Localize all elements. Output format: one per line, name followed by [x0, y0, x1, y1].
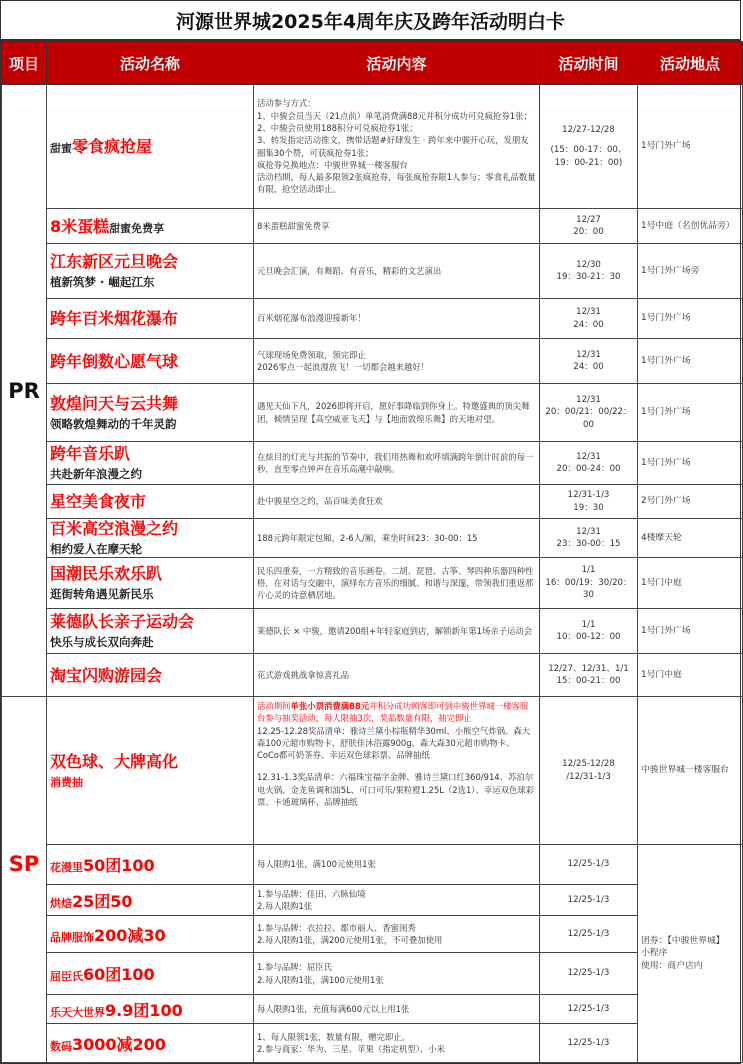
- location-text: 4楼摩天轮: [641, 532, 682, 543]
- time-line: 24：00: [573, 319, 604, 330]
- activity-name: 淘宝闪购游园会: [50, 665, 163, 685]
- content-line: 活动档期，每人最多限领2张疯抢券，每张疯抢券限1人参与；零食礼品数量有限，抢空活动即止。: [257, 172, 536, 195]
- location-text: 1号门外广场: [641, 457, 691, 468]
- activity-time-cell: [540, 209, 638, 244]
- time-line: 12/25-12/28: [562, 759, 615, 769]
- time-line: 12/30: [576, 259, 601, 270]
- activity-time-cell: [540, 299, 638, 339]
- rule-text-part: 并积分成功顾客即可到中骏世界城一楼客服台参与抽奖活动，每人限抽3次，奖品数量有限，抽完即止: [257, 701, 529, 724]
- location-text: 1号门外广场: [641, 407, 691, 418]
- prize-list-line: 12.25-12.28奖品清单：雅诗兰黛小棕瓶精华30ml、小熊空气炸锅、森大森100元超市购物卡、舒肤佳沐浴露900g、森大森30元超市购物卡、CoCo都可奶茶券、幸运双色球彩票、品牌抽纸: [257, 725, 531, 761]
- coupon-name-cell: [47, 885, 254, 916]
- time-line: 30: [583, 590, 594, 601]
- content-line: 2026零点一起浪漫放飞！一切都会越来越好！: [257, 362, 430, 372]
- content-line: 赴中骏星空之约，品百味美食狂欢: [257, 496, 383, 507]
- coupon-time-cell: [540, 995, 638, 1024]
- activity-name: 跨年音乐趴: [50, 444, 131, 463]
- coupon-content-cell: [254, 953, 540, 995]
- coupon-name-cell: [47, 1024, 254, 1063]
- content-line: 1、中骏会员当天（21点前）单笔消费满88元并积分成功可兑疯抢券1张；: [257, 110, 532, 121]
- time-line: 19：00-21：00): [554, 157, 623, 168]
- activity-location-cell: [638, 442, 743, 485]
- activity-name: 跨年倒数心愿气球: [50, 351, 179, 371]
- time-line: 12/31: [576, 526, 601, 537]
- time-line: 20：00: [573, 227, 604, 237]
- table-row: [2, 1024, 743, 1063]
- activity-name: 8米蛋糕: [50, 216, 110, 236]
- activity-content-cell: [254, 485, 540, 519]
- activity-time-cell: [540, 485, 638, 519]
- activity-name-cell: [47, 299, 254, 339]
- content-line: 188元跨年限定包厢，2-6人/厢，乘坐时间23：30-00：15: [257, 532, 478, 543]
- table-row: [2, 845, 743, 885]
- time-line: 12/31: [576, 349, 601, 360]
- activity-location-cell: [638, 519, 743, 558]
- coupon-brand: 乐天大世界: [50, 1005, 105, 1019]
- activity-location-cell: [638, 384, 743, 442]
- rule-text-part: 活动期间: [257, 701, 291, 711]
- location-text: 1号门中庭: [641, 577, 682, 588]
- activity-name-cell: [47, 485, 254, 519]
- category-cell-pr: [2, 85, 47, 697]
- time-line: 24：00: [573, 362, 604, 372]
- location-text: 1号门中庭: [641, 669, 682, 680]
- coupon-content-cell: [254, 916, 540, 953]
- activity-time-cell: [540, 442, 638, 485]
- coupon-deal: 25团50: [72, 891, 133, 911]
- activity-location-cell: [638, 609, 743, 654]
- content-line: 2.参与商家：华为、三星、苹果（指定机型）、小米: [257, 1044, 446, 1054]
- prize-list-line: 12.31-1.3奖品清单：六福珠宝福字金牌、雅诗兰黛口红360/914、苏泊尔电火锅、金龙鱼调和油5L、可口可乐/果粒橙1.25L（2选1）、幸运双色球彩票、卡通玻璃杯、品牌抽纸: [257, 772, 535, 808]
- category-label: PR: [8, 378, 40, 403]
- coupon-brand: 花漫里: [50, 861, 83, 874]
- activity-content-cell: [254, 299, 540, 339]
- coupon-name-cell: [47, 916, 254, 953]
- coupon-time-cell: [540, 845, 638, 885]
- time-line: 00: [583, 419, 594, 430]
- activity-location-cell: [638, 244, 743, 299]
- column-header-name: 活动名称: [47, 42, 254, 85]
- time-line: 12/27-12/28: [562, 124, 615, 135]
- table-row: [2, 654, 743, 697]
- activity-subtitle: 植新筑梦 · 崛起江东: [50, 275, 155, 289]
- activity-time-cell: [540, 384, 638, 442]
- activity-time-cell: [540, 244, 638, 299]
- content-line: 民乐四重奏，一方精致的音乐画卷。二胡、琵琶、古筝、琴四种乐器四种性格，在对话与交融中，演绎东方音乐的细腻、和谐与深邃，带领我们重返那片心灵的诗意栖居地。: [257, 565, 534, 601]
- coupon-time-cell: [540, 916, 638, 953]
- activity-time-cell: [540, 519, 638, 558]
- content-line: 元旦晚会汇演，有舞蹈、有音乐，精彩的文艺演出: [257, 265, 442, 276]
- activity-time-cell: [540, 609, 638, 654]
- activity-content-cell: [254, 442, 540, 485]
- activity-name-cell: [47, 697, 254, 845]
- activity-location-cell: [638, 485, 743, 519]
- location-text: 2号门外广场: [641, 496, 691, 507]
- time-line: 1/1: [581, 565, 596, 576]
- table-row: [2, 244, 743, 299]
- coupon-deal: 9.9团100: [105, 1000, 183, 1020]
- activity-name: 星空美食夜市: [50, 492, 147, 511]
- activity-time-cell: [540, 654, 638, 697]
- content-line: 遇见天仙下凡，2026即将开启，愿好事降临到你身上。特邀盛典的顶尖舞团，倾情呈现【高空威亚飞天】与【地面敦煌乐舞】的天地对望。: [257, 401, 530, 424]
- activity-content-cell: [254, 209, 540, 244]
- time-line: 12/31: [576, 451, 601, 462]
- activity-content-cell: [254, 339, 540, 384]
- activity-name-cell: [47, 339, 254, 384]
- activity-content-cell: [254, 558, 540, 609]
- activity-content-cell: [254, 654, 540, 697]
- content-line: 8米蛋糕甜蜜免费享: [257, 220, 330, 231]
- content-line: 花式游戏挑战拿惊喜礼品: [257, 669, 350, 680]
- column-header-category: 项目: [2, 42, 47, 85]
- activity-name-cell: [47, 654, 254, 697]
- activity-table: [1, 41, 743, 1063]
- activity-name-cell: [47, 384, 254, 442]
- content-line: 莱德队长 × 中骏，邀请200组+年轻家庭到店，解锁新年第1场亲子运动会: [257, 625, 533, 636]
- activity-name: 零食疯抢屋: [72, 137, 153, 156]
- coupon-content-cell: [254, 885, 540, 916]
- activity-name: 敦煌问天与云共舞: [50, 393, 179, 413]
- content-line: 疯抢券兑换地点：中骏世界城一楼客服台: [257, 159, 408, 170]
- column-header-location: 活动地点: [638, 42, 743, 85]
- activity-subtitle: 相约爱人在摩天轮: [50, 542, 142, 556]
- time-line: 10：00-12：00: [556, 632, 621, 642]
- content-line: 1、每人限领1张，数量有限，赠完即止。: [257, 1031, 411, 1042]
- coupon-deal: 200减30: [94, 925, 166, 945]
- time-line: 20：00-24：00: [556, 464, 621, 474]
- time-line: 12/27: [576, 214, 601, 225]
- location-text: 1号门外广场旁: [641, 265, 700, 276]
- activity-name: 跨年百米烟花瀑布: [50, 309, 179, 328]
- lottery-rule-text: [257, 700, 536, 725]
- activity-time-cell: [540, 558, 638, 609]
- coupon-deal: 50团100: [83, 856, 155, 875]
- content-line: 每人限购1张，充值每满600元以上用1张: [257, 1003, 410, 1014]
- coupon-time-cell: [540, 885, 638, 916]
- time-line: 16：00/19：30/20：: [545, 577, 632, 588]
- category-label: SP: [8, 852, 40, 876]
- activity-subtitle: 消费抽: [50, 775, 83, 789]
- activity-name-cell: [47, 209, 254, 244]
- page-title: 河源世界城2025年4周年庆及跨年活动明白卡: [1, 1, 740, 41]
- table-row: [2, 339, 743, 384]
- content-line: 2、中骏会员使用188积分可兑疯抢券1张；: [257, 122, 418, 133]
- activity-content-cell: [254, 609, 540, 654]
- table-row: [2, 299, 743, 339]
- activity-content-cell: [254, 697, 540, 845]
- content-line: 百米烟花瀑布浪漫迎接新年！: [257, 313, 366, 324]
- activity-location-cell: [638, 654, 743, 697]
- activity-content-cell: [254, 384, 540, 442]
- time-text: 12/25-1/3: [567, 1037, 610, 1048]
- table-row: [2, 209, 743, 244]
- time-line: /12/31-1/3: [566, 771, 611, 782]
- table-row: [2, 442, 743, 485]
- table-row: [2, 558, 743, 609]
- table-row: [2, 85, 743, 209]
- content-line: 1.参与品牌：衣拉拉、都市丽人、香蜜闺秀: [257, 922, 416, 933]
- content-line: 每人限购1张，满100元使用1张: [257, 859, 376, 870]
- coupon-deal: 60团100: [83, 965, 155, 984]
- location-text: 1号门外广场: [641, 355, 691, 366]
- content-line: 1.参与品牌：佳田、六脉仙境: [257, 888, 366, 899]
- time-line: 15：00-21：00: [556, 676, 621, 686]
- activity-location-cell: [638, 697, 743, 845]
- coupon-name-cell: [47, 995, 254, 1024]
- table-row: [2, 916, 743, 953]
- content-line: 2.每人限购1张，满200元使用1张，不可叠加使用: [257, 935, 443, 945]
- activity-subtitle: 共赴新年浪漫之约: [50, 467, 142, 481]
- time-text: 12/25-1/3: [567, 894, 610, 905]
- column-header-content: 活动内容: [254, 42, 540, 85]
- activity-time-cell: [540, 339, 638, 384]
- activity-location-cell: [638, 209, 743, 244]
- time-line: 12/31: [576, 307, 601, 317]
- time-text: 12/25-1/3: [567, 1003, 610, 1014]
- coupon-content-cell: [254, 995, 540, 1024]
- time-line: (15：00-17：00、: [550, 145, 627, 156]
- activity-subtitle: 逛街转角遇见新民乐: [50, 587, 154, 601]
- rule-text-highlight: 单张小票消费满88元: [290, 701, 370, 711]
- activity-name: 国潮民乐欢乐趴: [50, 564, 163, 583]
- time-text: 12/25-1/3: [567, 928, 610, 939]
- coupon-time-cell: [540, 953, 638, 995]
- activity-content-cell: [254, 244, 540, 299]
- time-line: [543, 136, 634, 144]
- table-row: [2, 885, 743, 916]
- table-row: [2, 519, 743, 558]
- time-line: 19：30: [573, 502, 604, 513]
- location-text: 1号门外广场: [641, 313, 691, 324]
- time-line: 23：30-00：15: [556, 539, 621, 549]
- location-line: 使用：商户店内: [641, 960, 703, 971]
- activity-location-cell: [638, 299, 743, 339]
- activity-content-cell: [254, 85, 540, 209]
- activity-name: 百米高空浪漫之约: [50, 519, 179, 538]
- coupon-brand: 数码: [50, 1039, 72, 1053]
- table-row: [2, 995, 743, 1024]
- location-line: 团券：【中骏世界城】: [641, 935, 725, 946]
- activity-name-cell: [47, 558, 254, 609]
- prize-list-line: [257, 761, 536, 771]
- activity-name-suffix: 甜蜜免费享: [109, 221, 165, 235]
- time-line: 1/1: [581, 619, 596, 630]
- time-line: 20：00/21：00/22：: [545, 407, 632, 418]
- table-row: [2, 485, 743, 519]
- time-text: 12/25-1/3: [567, 968, 610, 979]
- coupon-name-cell: [47, 953, 254, 995]
- content-line: 1.参与品牌：屈臣氏: [257, 962, 332, 973]
- time-text: 12/25-1/3: [567, 859, 610, 870]
- activity-time-cell: [540, 697, 638, 845]
- coupon-brand: 屈臣氏: [50, 970, 83, 983]
- activity-content-cell: [254, 519, 540, 558]
- content-line: 3、转发指定活动推文，携带话题#好肆发生 · 跨年来中骏开心玩，发朋友圈集30个赞，可获疯抢券1张；: [257, 135, 529, 158]
- category-cell-sp: [2, 697, 47, 1063]
- table-row: [2, 609, 743, 654]
- activity-name-cell: [47, 442, 254, 485]
- activity-location-cell: [638, 85, 743, 209]
- coupon-name-cell: [47, 845, 254, 885]
- table-header-row: [2, 42, 743, 85]
- time-line: 12/31: [576, 394, 601, 405]
- activity-name-cell: [47, 244, 254, 299]
- coupon-deal: 3000减200: [72, 1034, 166, 1054]
- table-row: [2, 697, 743, 845]
- content-line: 气球现场免费领取，领完即止: [257, 349, 366, 360]
- activity-name: 江东新区元旦晚会: [50, 252, 179, 271]
- column-header-time: 活动时间: [540, 42, 638, 85]
- coupon-content-cell: [254, 1024, 540, 1063]
- coupon-brand: 品牌服饰: [50, 930, 94, 944]
- location-text: 1号门外广场: [641, 625, 691, 636]
- location-text: 1号门外广场: [641, 141, 691, 152]
- activity-location-cell: [638, 339, 743, 384]
- activity-name: 双色球、大牌高化: [50, 751, 179, 771]
- activity-subtitle: 快乐与成长双向奔赴: [50, 635, 154, 649]
- location-line: 小程序: [641, 948, 668, 959]
- activity-name-cell: [47, 85, 254, 209]
- coupon-content-cell: [254, 845, 540, 885]
- activity-time-cell: [540, 85, 638, 209]
- content-line: 2.每人限购1张: [257, 901, 313, 911]
- activity-name-cell: [47, 519, 254, 558]
- location-text: 中骏世界城一楼客服台: [641, 765, 729, 776]
- table-row: [2, 384, 743, 442]
- content-line: 2.每人限购1张，满100元使用1张: [257, 974, 384, 985]
- activity-name-cell: [47, 609, 254, 654]
- activity-name: 莱德队长亲子运动会: [50, 612, 195, 631]
- coupon-time-cell: [540, 1024, 638, 1063]
- content-line: 在炫目的灯光与共振的节奏中，我们用热舞和欢呼填满跨年倒计时前的每一秒，直至零点钟声在音乐高潮中敲响。: [257, 451, 534, 474]
- time-line: 12/27、12/31、1/1: [548, 663, 629, 674]
- coupon-location-cell: [638, 845, 743, 1063]
- activity-subtitle: 领略敦煌舞动的千年灵韵: [50, 416, 177, 431]
- activity-location-cell: [638, 558, 743, 609]
- location-text: 1号中庭（名创优品旁）: [641, 220, 735, 231]
- content-line: 活动参与方式：: [257, 98, 316, 109]
- time-line: 12/31-1/3: [567, 490, 610, 500]
- coupon-brand: 烘焙: [50, 896, 72, 910]
- table-row: [2, 953, 743, 995]
- activity-name-prefix: 甜蜜: [50, 142, 72, 155]
- time-line: 19：30-21：30: [556, 272, 621, 282]
